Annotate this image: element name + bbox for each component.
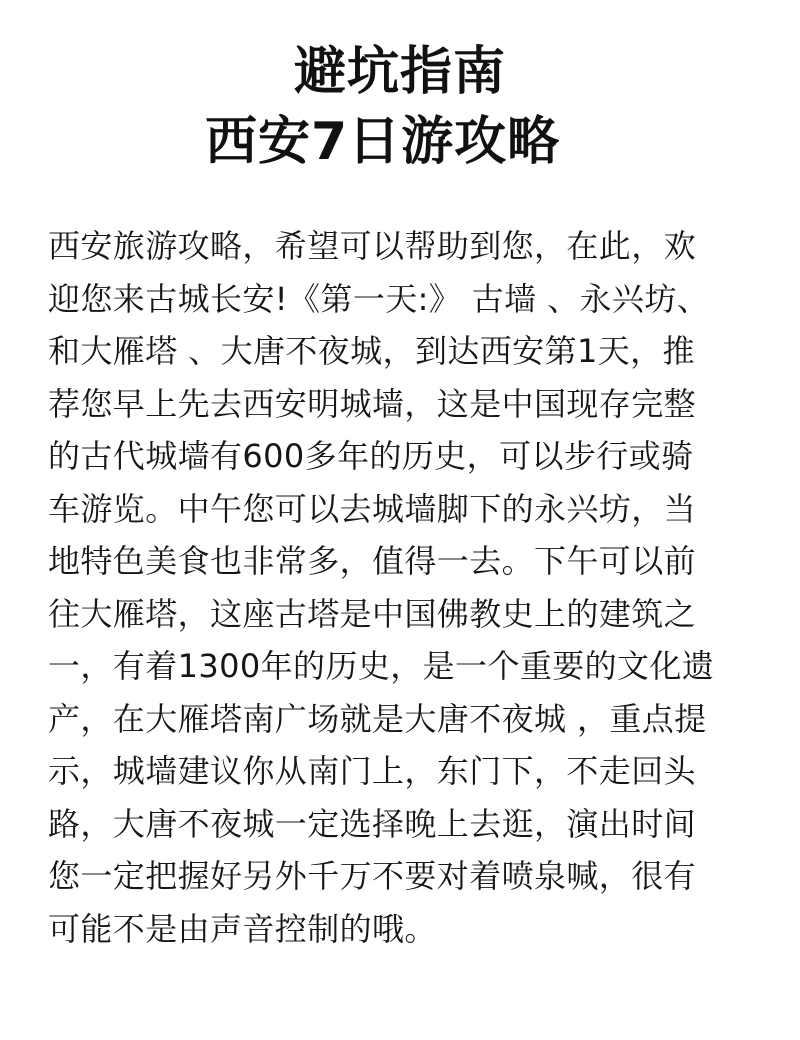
body-line-4: 荐您早上先去西安明城墙，这是中国现存完整: [48, 384, 697, 423]
body-line-11: 示，城墙建议你从南门上，东门下，不走回头: [48, 752, 697, 790]
body-line-1: 西安旅游攻略，希望可以帮助到您，在此，欢: [48, 227, 697, 265]
body-line-8: 往大雁塔，这座古塔是中国佛教史上的建筑之: [48, 594, 697, 633]
body-line-7: 地特色美食也非常多，值得一去。下午可以前: [48, 542, 697, 580]
body-line-13: 您一定把握好另外千万不要对着喷泉喊，很有: [48, 857, 697, 895]
page-title: 避坑指南: [293, 42, 506, 102]
body-line-10: 产，在大雁塔南广场就是大唐不夜城 ，重点提: [48, 699, 707, 738]
body-line-12: 路，大唐不夜城一定选择晚上去逛，演出时间: [48, 804, 697, 843]
body-line-2: 迎您来古城长安!《第一天:》 古墙 、永兴坊、: [48, 279, 710, 318]
body-line-9: 一，有着1300年的历史，是一个重要的文化遗: [48, 647, 715, 685]
article-body: [48, 220, 748, 955]
body-line-14: 可能不是由声音控制的哦。: [48, 909, 437, 948]
body-line-5: 的古代城墙有600多年的历史，可以步行或骑: [48, 437, 694, 475]
body-line-3: 和大雁塔 、大唐不夜城，到达西安第1天，推: [48, 332, 695, 370]
title-block: [0, 0, 800, 200]
page-subtitle: 西安7日游攻略: [205, 112, 561, 172]
body-line-6: 车游览。中午您可以去城墙脚下的永兴坊，当: [48, 489, 697, 528]
